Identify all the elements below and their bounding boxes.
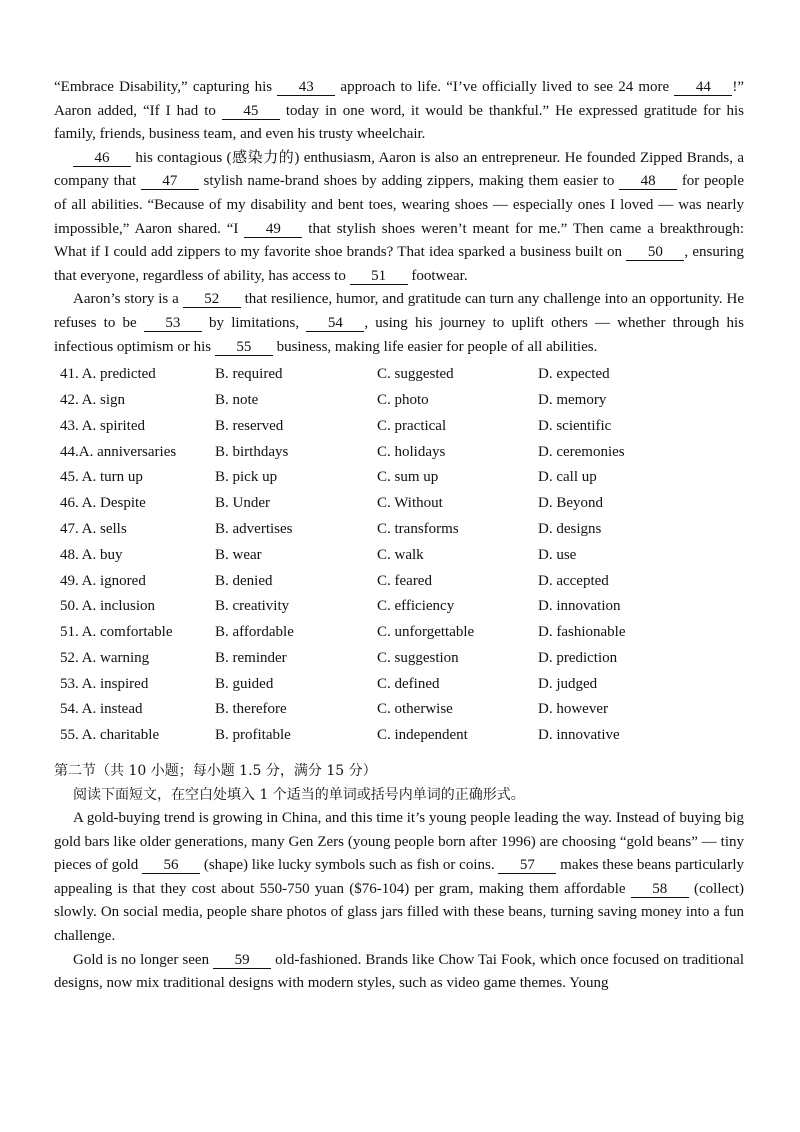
text-run: approach to life. “I’ve officially lived to see 24 more	[335, 79, 675, 95]
question-option-a	[60, 620, 172, 646]
option-c: C. defined	[377, 675, 440, 692]
option-a: A. buy	[78, 546, 123, 563]
option-c: C. suggestion	[377, 649, 459, 666]
question-number: 43.	[60, 417, 79, 434]
question-option-a	[60, 362, 156, 388]
text-run: makes these beans particularly appealing is that they cost about 550-750 yuan ($76-104) per gram, making them affordable	[54, 857, 744, 897]
option-a: A. sells	[78, 520, 127, 537]
question-option-a	[60, 440, 176, 466]
exam-page	[54, 76, 744, 996]
option-c: C. suggested	[377, 366, 454, 383]
option-a: A. comfortable	[78, 624, 173, 641]
option-b: B. reminder	[215, 649, 287, 666]
option-c: C. feared	[377, 572, 432, 589]
option-b: B. denied	[215, 572, 273, 589]
option-c: C. sum up	[377, 469, 439, 486]
option-row-43	[54, 414, 744, 440]
option-row-45	[54, 465, 744, 491]
option-d: D. Beyond	[538, 495, 603, 512]
option-b: B. therefore	[215, 701, 287, 718]
option-d: D. memory	[538, 391, 607, 408]
text-run: stylish name-brand shoes by adding zippers, making them easier to	[198, 173, 620, 190]
option-b: B. wear	[215, 546, 262, 563]
answer-blank-52[interactable]: 52	[183, 291, 241, 308]
option-d: D. judged	[538, 675, 598, 692]
question-number: 52.	[60, 649, 79, 666]
option-a: A. ignored	[78, 572, 146, 589]
option-a: A. charitable	[78, 727, 160, 744]
question-option-a	[60, 465, 143, 491]
text-run: for people of all abilities. “Because of my disability and bent toes, wearing shoes — especially ones I loved — was nearly impossible,” Aaron shared. “I	[54, 173, 744, 237]
option-b: B. affordable	[215, 624, 294, 641]
text-run: !” Aaron added, “If I had to	[54, 79, 744, 119]
answer-blank-58[interactable]: 58	[631, 881, 689, 898]
option-d: D. prediction	[538, 649, 618, 666]
passage1-paragraph-1	[54, 76, 744, 147]
option-d: D. accepted	[538, 572, 609, 589]
question-number: 50.	[60, 598, 79, 615]
answer-blank-50[interactable]: 50	[626, 244, 684, 261]
option-c: C. practical	[377, 417, 447, 434]
option-row-54	[54, 697, 744, 723]
option-c: C. efficiency	[377, 598, 455, 615]
option-row-42	[54, 388, 744, 414]
answer-blank-46[interactable]: 46	[73, 150, 131, 167]
question-number: 45.	[60, 469, 79, 486]
answer-blank-51[interactable]: 51	[350, 268, 408, 285]
passage2-paragraph-2	[54, 949, 744, 996]
option-a: A. inspired	[78, 675, 149, 692]
option-d: D. scientific	[538, 417, 612, 434]
question-number: 44.	[60, 443, 79, 460]
passage2-paragraph-1	[54, 807, 744, 949]
question-number: 41.	[60, 366, 79, 383]
option-d: D. use	[538, 546, 577, 563]
option-d: D. innovation	[538, 598, 621, 615]
text-run: old-fashioned. Brands like Chow Tai Fook, which once focused on traditional designs, now mix traditional designs with modern styles, such as video game themes. Young	[54, 951, 744, 992]
question-number: 48.	[60, 546, 79, 563]
option-c: C. unforgettable	[377, 624, 475, 641]
answer-blank-59[interactable]: 59	[213, 952, 271, 969]
option-a: A. instead	[78, 701, 143, 718]
question-option-a	[60, 491, 146, 517]
option-d: D. expected	[538, 366, 610, 383]
option-a: A. anniversaries	[78, 443, 177, 460]
question-option-a	[60, 594, 155, 620]
question-option-a	[60, 517, 127, 543]
text-run: that stylish shoes weren’t meant for me.” Then came a breakthrough: What if I could add zippers to my favorite shoe brands? That idea sparked a business built on	[54, 220, 744, 261]
text-run: A gold-buying trend is growing in China, and this time it’s young people leading the way. Instead of buying big gold bars like older generations, many Gen Zers (young people born after 1996) are choosing “gold beans” — tiny pieces of gold	[54, 810, 744, 874]
question-option-a	[60, 646, 149, 672]
answer-blank-56[interactable]: 56	[142, 857, 200, 874]
answer-blank-53[interactable]: 53	[144, 315, 202, 332]
option-row-44	[54, 440, 744, 466]
option-c: C. independent	[377, 727, 468, 744]
text-run: “Embrace Disability,” capturing his	[54, 79, 278, 95]
answer-blank-49[interactable]: 49	[244, 221, 302, 238]
answer-blank-45[interactable]: 45	[222, 103, 280, 120]
text-run: by limitations,	[201, 314, 307, 331]
option-d: D. fashionable	[538, 624, 626, 641]
option-b: B. required	[215, 366, 283, 383]
text-run: business, making life easier for people of all abilities.	[272, 338, 598, 355]
text-run: Gold is no longer seen	[73, 951, 214, 968]
question-number: 47.	[60, 520, 79, 537]
text-run: that resilience, humor, and gratitude can turn any challenge into an opportunity. He refuses to be	[54, 291, 744, 331]
text-run: today in one word, it would be thankful.” He expressed gratitude for his family, friends, business team, and even his trusty wheelchair.	[54, 102, 744, 143]
section-2-heading: 第二节（共 10 小题；每小题 1.5 分，满分 15 分）	[54, 763, 377, 780]
text-run: , ensuring that everyone, regardless of ability, has access to	[54, 244, 744, 284]
option-b: B. reserved	[215, 417, 284, 434]
option-row-53	[54, 672, 744, 698]
question-number: 54.	[60, 701, 79, 718]
answer-blank-48[interactable]: 48	[619, 173, 677, 190]
option-a: A. predicted	[78, 366, 156, 383]
option-a: A. Despite	[78, 495, 146, 512]
option-d: D. designs	[538, 520, 602, 537]
text-run: , using his journey to uplift others — whether through his infectious optimism or his	[54, 314, 745, 355]
option-a: A. turn up	[78, 469, 143, 486]
answer-blank-43[interactable]: 43	[277, 79, 335, 96]
option-row-41	[54, 362, 744, 388]
passage1-paragraph-2	[54, 147, 744, 289]
question-option-a	[60, 543, 123, 569]
question-number: 51.	[60, 624, 79, 641]
text-run: Aaron’s story is a	[73, 291, 183, 308]
option-row-52	[54, 646, 744, 672]
option-d: D. call up	[538, 469, 597, 486]
answer-blank-44[interactable]: 44	[674, 79, 732, 96]
option-a: A. inclusion	[78, 598, 156, 615]
text-run: (shape) like lucky symbols such as fish or coins.	[200, 857, 499, 874]
option-row-47	[54, 517, 744, 543]
passage1-paragraph-3	[54, 288, 744, 359]
option-row-46	[54, 491, 744, 517]
option-row-55	[54, 723, 744, 749]
option-a: A. spirited	[78, 417, 145, 434]
option-b: B. advertises	[215, 520, 293, 537]
option-b: B. pick up	[215, 469, 278, 486]
option-d: D. ceremonies	[538, 443, 625, 460]
question-number: 55.	[60, 727, 79, 744]
option-c: C. otherwise	[377, 701, 453, 718]
text-run: footwear.	[407, 267, 468, 284]
question-option-a	[60, 672, 148, 698]
answer-blank-57[interactable]: 57	[498, 857, 556, 874]
option-b: B. birthdays	[215, 443, 289, 460]
question-number: 42.	[60, 391, 79, 408]
option-row-49	[54, 569, 744, 595]
option-c: C. transforms	[377, 520, 459, 537]
question-number: 46.	[60, 495, 79, 512]
text-run: (collect) slowly. On social media, people share photos of glass jars filled with these beans, turning saving money into a fun challenge.	[54, 880, 744, 945]
option-b: B. profitable	[215, 727, 291, 744]
option-d: D. innovative	[538, 727, 620, 744]
question-option-a	[60, 569, 146, 595]
option-b: B. Under	[215, 495, 270, 512]
option-a: A. sign	[78, 391, 126, 408]
question-option-a	[60, 388, 125, 414]
options-table	[54, 362, 744, 749]
option-c: C. photo	[377, 391, 429, 408]
option-row-50	[54, 594, 744, 620]
section-2-instruction: 阅读下面短文，在空白处填入 1 个适当的单词或括号内单词的正确形式。	[73, 787, 525, 804]
text-run: his contagious (感染力的) enthusiasm, Aaron is also an entrepreneur. He founded Zipped Brands, a company that	[54, 149, 744, 190]
question-option-a	[60, 414, 145, 440]
question-option-a	[60, 723, 159, 749]
question-number: 49.	[60, 572, 79, 589]
option-b: B. guided	[215, 675, 274, 692]
question-option-a	[60, 697, 143, 723]
option-row-48	[54, 543, 744, 569]
option-c: C. Without	[377, 495, 443, 512]
option-b: B. creativity	[215, 598, 290, 615]
option-c: C. walk	[377, 546, 424, 563]
answer-blank-55[interactable]: 55	[215, 339, 273, 356]
option-a: A. warning	[78, 649, 150, 666]
option-row-51	[54, 620, 744, 646]
option-c: C. holidays	[377, 443, 446, 460]
question-number: 53.	[60, 675, 79, 692]
option-d: D. however	[538, 701, 608, 718]
answer-blank-47[interactable]: 47	[141, 173, 199, 190]
option-b: B. note	[215, 391, 259, 408]
answer-blank-54[interactable]: 54	[306, 315, 364, 332]
